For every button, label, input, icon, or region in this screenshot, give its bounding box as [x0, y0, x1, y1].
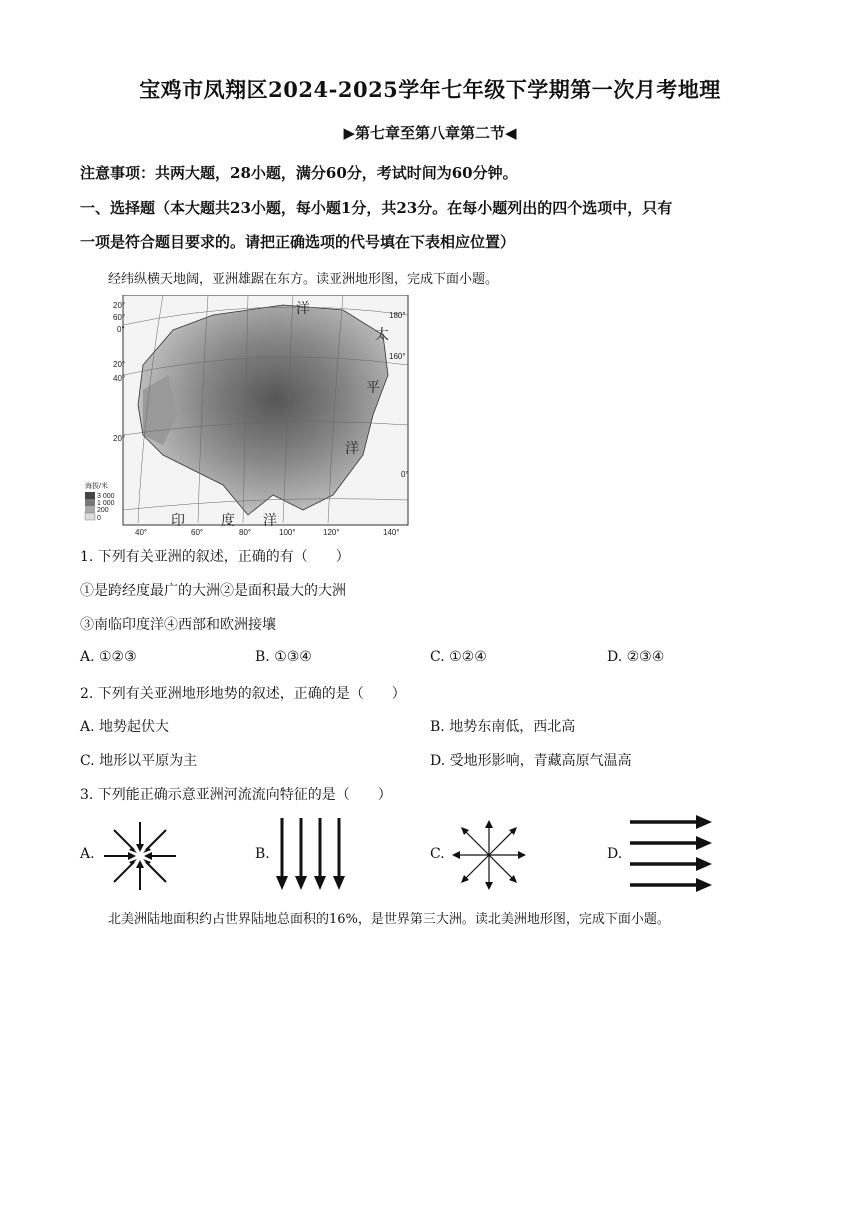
right-label: 0° [401, 470, 409, 479]
parallel-right-arrows-icon [628, 814, 714, 894]
q1-option-b[interactable]: B. ①③④ [255, 649, 312, 665]
ocean-label: 洋 [345, 441, 359, 457]
q1-option-d[interactable]: D. ②③④ [607, 649, 665, 665]
q3-option-d[interactable]: D. [607, 846, 623, 862]
lat-label: 20° [113, 360, 126, 369]
asia-map [83, 295, 413, 538]
intro-north-america: 北美洲陆地面积约占世界陆地总面积的16%，是世界第三大洲。读北美洲地形图，完成下面小题。 [108, 912, 670, 927]
q2-option-b[interactable]: B. 地势东南低，西北高 [430, 719, 576, 735]
q1-option-c[interactable]: C. ①②④ [430, 649, 487, 665]
ocean-label: 印 [171, 513, 185, 529]
lat-label: 20° [113, 434, 126, 443]
lon-label: 80° [239, 528, 252, 537]
lon-label: 120° [323, 528, 340, 537]
legend-value: 200 [97, 507, 109, 514]
lon-label: 40° [135, 528, 148, 537]
q2-option-d[interactable]: D. 受地形影响，青藏高原气温高 [430, 753, 632, 769]
page-subtitle: ▶第七章至第八章第二节◀ [343, 124, 517, 142]
legend-title: 海拔/米 [85, 483, 108, 490]
right-label: 160° [389, 352, 406, 361]
ocean-label: 度 [221, 513, 235, 529]
q1-option-a[interactable]: A. ①②③ [80, 649, 137, 665]
legend-value: 0 [97, 515, 101, 522]
ocean-label: 洋 [296, 301, 310, 317]
legend-value: 3 000 [97, 493, 115, 500]
q3-stem: 3. 下列能正确示意亚洲河流流向特征的是（ ） [80, 787, 392, 803]
lat-label: 0° [117, 325, 125, 334]
parallel-down-arrows-icon [274, 816, 350, 892]
lat-label: 40° [113, 374, 126, 383]
lat-label: 20° [113, 301, 126, 310]
q2-option-c[interactable]: C. 地形以平原为主 [80, 753, 198, 769]
ocean-label: 洋 [263, 513, 277, 529]
lon-label: 60° [191, 528, 204, 537]
lon-label: 140° [383, 528, 400, 537]
ocean-label: 太 [375, 327, 389, 343]
right-label: 180° [389, 311, 406, 320]
q3-option-a[interactable]: A. [80, 846, 95, 862]
q2-stem: 2. 下列有关亚洲地形地势的叙述，正确的是（ ） [80, 686, 406, 702]
q2-option-a[interactable]: A. 地势起伏大 [80, 719, 170, 735]
q3-option-b[interactable]: B. [255, 846, 270, 862]
section1-line1: 一、选择题（本大题共23小题，每小题1分，共23分。在每小题列出的四个选项中，只有 [80, 199, 673, 217]
q3-option-c[interactable]: C. [430, 846, 445, 862]
diverging-arrows-icon [450, 818, 528, 892]
converging-arrows-icon [100, 818, 180, 894]
intro-asia: 经纬纵横天地阔，亚洲雄踞在东方。读亚洲地形图，完成下面小题。 [108, 272, 499, 287]
q1-stem: 1. 下列有关亚洲的叙述，正确的有（ ） [80, 549, 350, 565]
q1-statement-2: ③南临印度洋④西部和欧洲接壤 [80, 617, 276, 633]
lon-label: 100° [279, 528, 296, 537]
legend-value: 1 000 [97, 500, 115, 507]
section1-line2: 一项是符合题目要求的。请把正确选项的代号填在下表相应位置） [80, 233, 516, 251]
lat-label: 60° [113, 313, 126, 322]
q1-statement-1: ①是跨经度最广的大洲②是面积最大的大洲 [80, 583, 346, 599]
notice: 注意事项：共两大题，28小题，满分60分，考试时间为60分钟。 [80, 164, 518, 182]
ocean-label: 平 [366, 380, 380, 396]
page-title: 宝鸡市凤翔区2024-2025学年七年级下学期第一次月考地理 [139, 77, 721, 102]
